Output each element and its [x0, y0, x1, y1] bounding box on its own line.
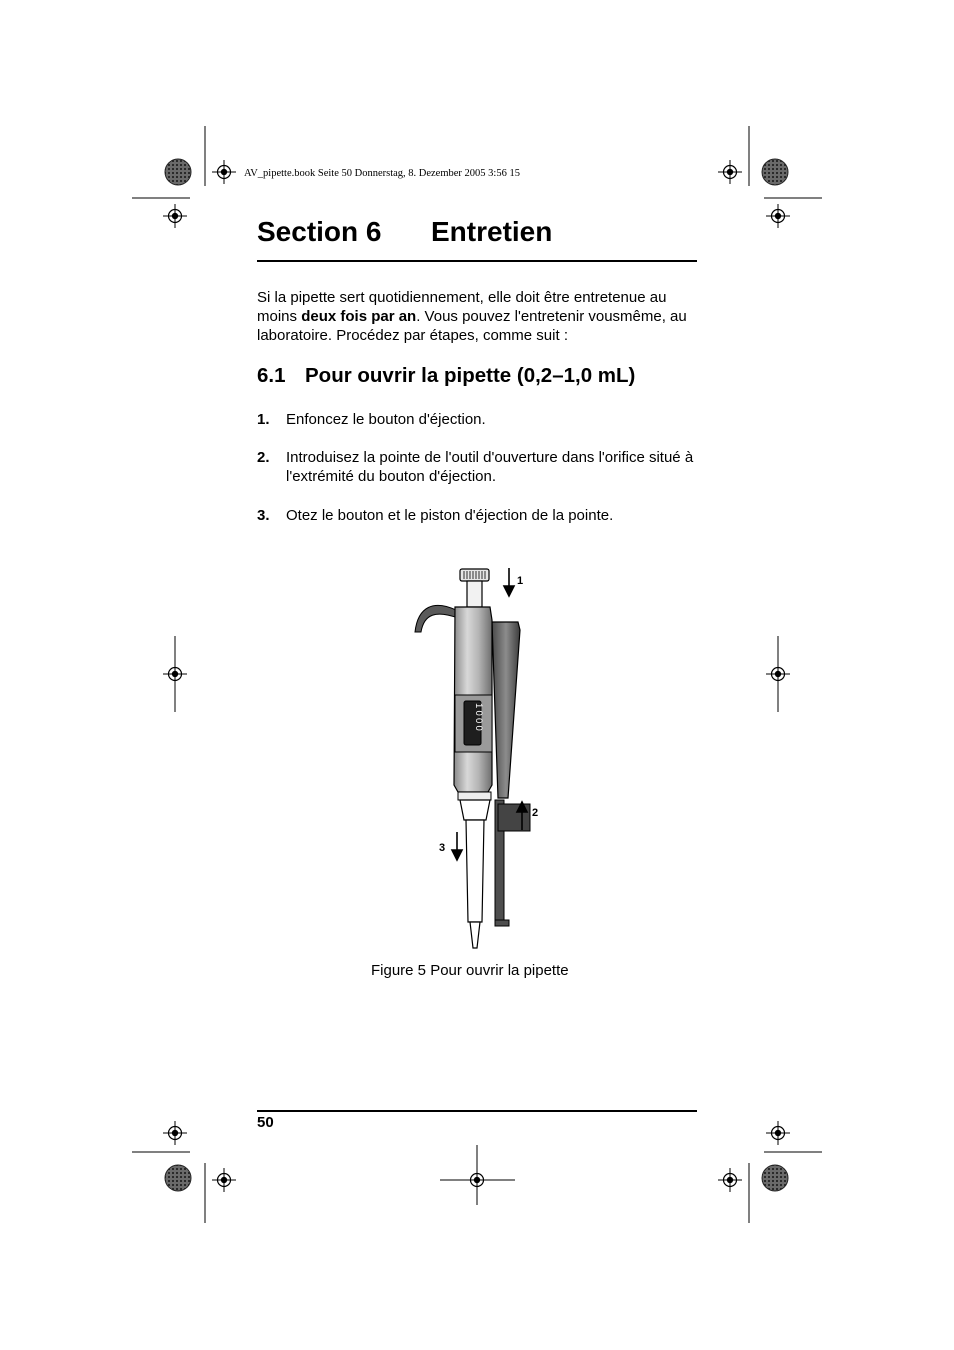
step-text: Enfoncez le bouton d'éjection.: [286, 411, 486, 428]
subsection-title-text: Pour ouvrir la pipette (0,2–1,0 mL): [305, 364, 636, 387]
figure-label-3: 3: [439, 842, 446, 854]
intro-paragraph: [257, 288, 702, 345]
step-text: Otez le bouton et le piston d'éjection de la pointe.: [286, 507, 614, 524]
intro-text-2: . Vous pouvez l'entretenir vousmême, au laboratoire. Procédez par étapes, comme suit :: [257, 308, 687, 344]
section-number: Section 6: [257, 216, 382, 247]
section-title-text: Entretien: [431, 216, 553, 247]
figure-caption: Figure 5 Pour ouvrir la pipette: [371, 962, 569, 979]
volume-display: 1000: [473, 703, 484, 733]
step-number: 3.: [257, 507, 270, 524]
step-number: 2.: [257, 449, 270, 466]
intro-text-1: Si la pipette sert quotidiennement, elle doit être entretenue au moins: [257, 289, 667, 325]
step-number: 1.: [257, 411, 270, 428]
step-text: Introduisez la pointe de l'outil d'ouverture dans l'orifice situé à l'extrémité du bouton d'éjection.: [286, 449, 694, 485]
title-rule: [257, 260, 697, 262]
section-title: [257, 216, 552, 248]
footer-rule: [257, 1110, 697, 1112]
subsection-number: 6.1: [257, 364, 286, 387]
figure-label-2: 2: [532, 807, 539, 819]
page-number: 50: [257, 1114, 274, 1131]
figure-label-1: 1: [517, 575, 524, 587]
print-header: AV_pipette.book Seite 50 Donnerstag, 8. Dezember 2005 3:56 15: [244, 168, 520, 179]
subsection-title: [257, 364, 635, 388]
pipette-figure: [400, 560, 560, 955]
intro-bold: deux fois par an: [301, 308, 417, 325]
